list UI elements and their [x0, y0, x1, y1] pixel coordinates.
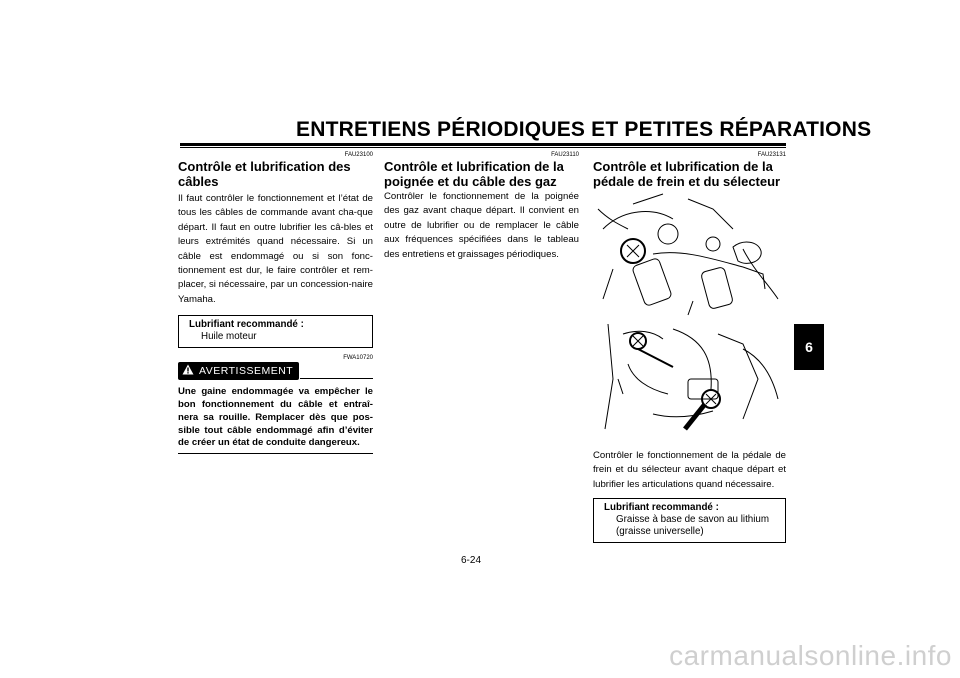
section-title: Contrôle et lubrification de la pédale de frein et du sélecteur	[593, 159, 781, 189]
section-cables	[178, 151, 373, 454]
shift-pedal-illustration	[593, 319, 786, 447]
section-body: Contrôler le fonctionnement de la pédale de frein et du sélecteur avant chaque départ et lubrifier les articulations quand nécessaire.	[593, 450, 786, 490]
header-rule-thin	[180, 147, 786, 148]
warning-triangle-icon	[182, 364, 194, 378]
section-pedals	[593, 151, 786, 543]
warning-text: Une gaine endommagée va empêcher le bon fonctionnement du câble et entraî-nera sa rouille. Remplacer dès que pos-sible tout câble endommagé afin d’éviter de créer un état de conduite dangereux.	[178, 386, 373, 449]
section-title: Contrôle et lubrification de la poignée et du câble des gaz	[384, 159, 564, 189]
page-header-title: ENTRETIENS PÉRIODIQUES ET PETITES RÉPARATIONS	[296, 118, 872, 141]
lubricant-box	[178, 315, 373, 348]
section-throttle	[384, 151, 579, 262]
lubricant-box	[593, 498, 786, 543]
header-rule-thick	[180, 143, 786, 146]
section-body: Contrôler le fonctionnement de la poignée des gaz avant chaque départ. Il convient en outre de lubrifier ou de remplacer le câble aux fréquences spécifiées dans le tableau des entretiens et graissages périodiques.	[384, 191, 579, 260]
lubricant-value-note: (graisse universelle)	[616, 526, 704, 538]
lubricant-title: Lubrifiant recommandé :	[189, 319, 304, 331]
brake-pedal-illustration	[593, 189, 786, 317]
warning-code: FWA10720	[343, 355, 373, 362]
watermark: carmanualsonline.info	[669, 640, 952, 671]
lubricant-title: Lubrifiant recommandé :	[604, 502, 719, 514]
warning-block	[178, 354, 373, 454]
warning-badge	[178, 362, 299, 380]
chapter-tab: 6	[794, 324, 824, 370]
warning-bottom-rule	[178, 453, 373, 454]
warning-label: AVERTISSEMENT	[199, 365, 294, 378]
section-code: FAU23100	[344, 152, 373, 158]
page-number: 6-24	[461, 555, 482, 566]
section-code: FAU23131	[757, 152, 786, 158]
lubricant-value: Graisse à base de savon au lithium	[616, 514, 770, 526]
warning-rule	[300, 378, 373, 379]
lubricant-value: Huile moteur	[201, 331, 257, 343]
section-code: FAU23110	[551, 152, 579, 158]
section-body: Il faut contrôler le fonctionnement et l’état de tous les câbles de commande avant cha-que départ. Il faut en outre lubrifier les câ-bles et leurs extrémités quand nécessaire. Si un câble est endommagé ou si son fonc-tionnement est dur, le faire contrôler et rem-placer, si nécessaire, par un concession-naire Yamaha.	[178, 193, 373, 305]
section-title: Contrôle et lubrification des câbles	[178, 159, 351, 189]
